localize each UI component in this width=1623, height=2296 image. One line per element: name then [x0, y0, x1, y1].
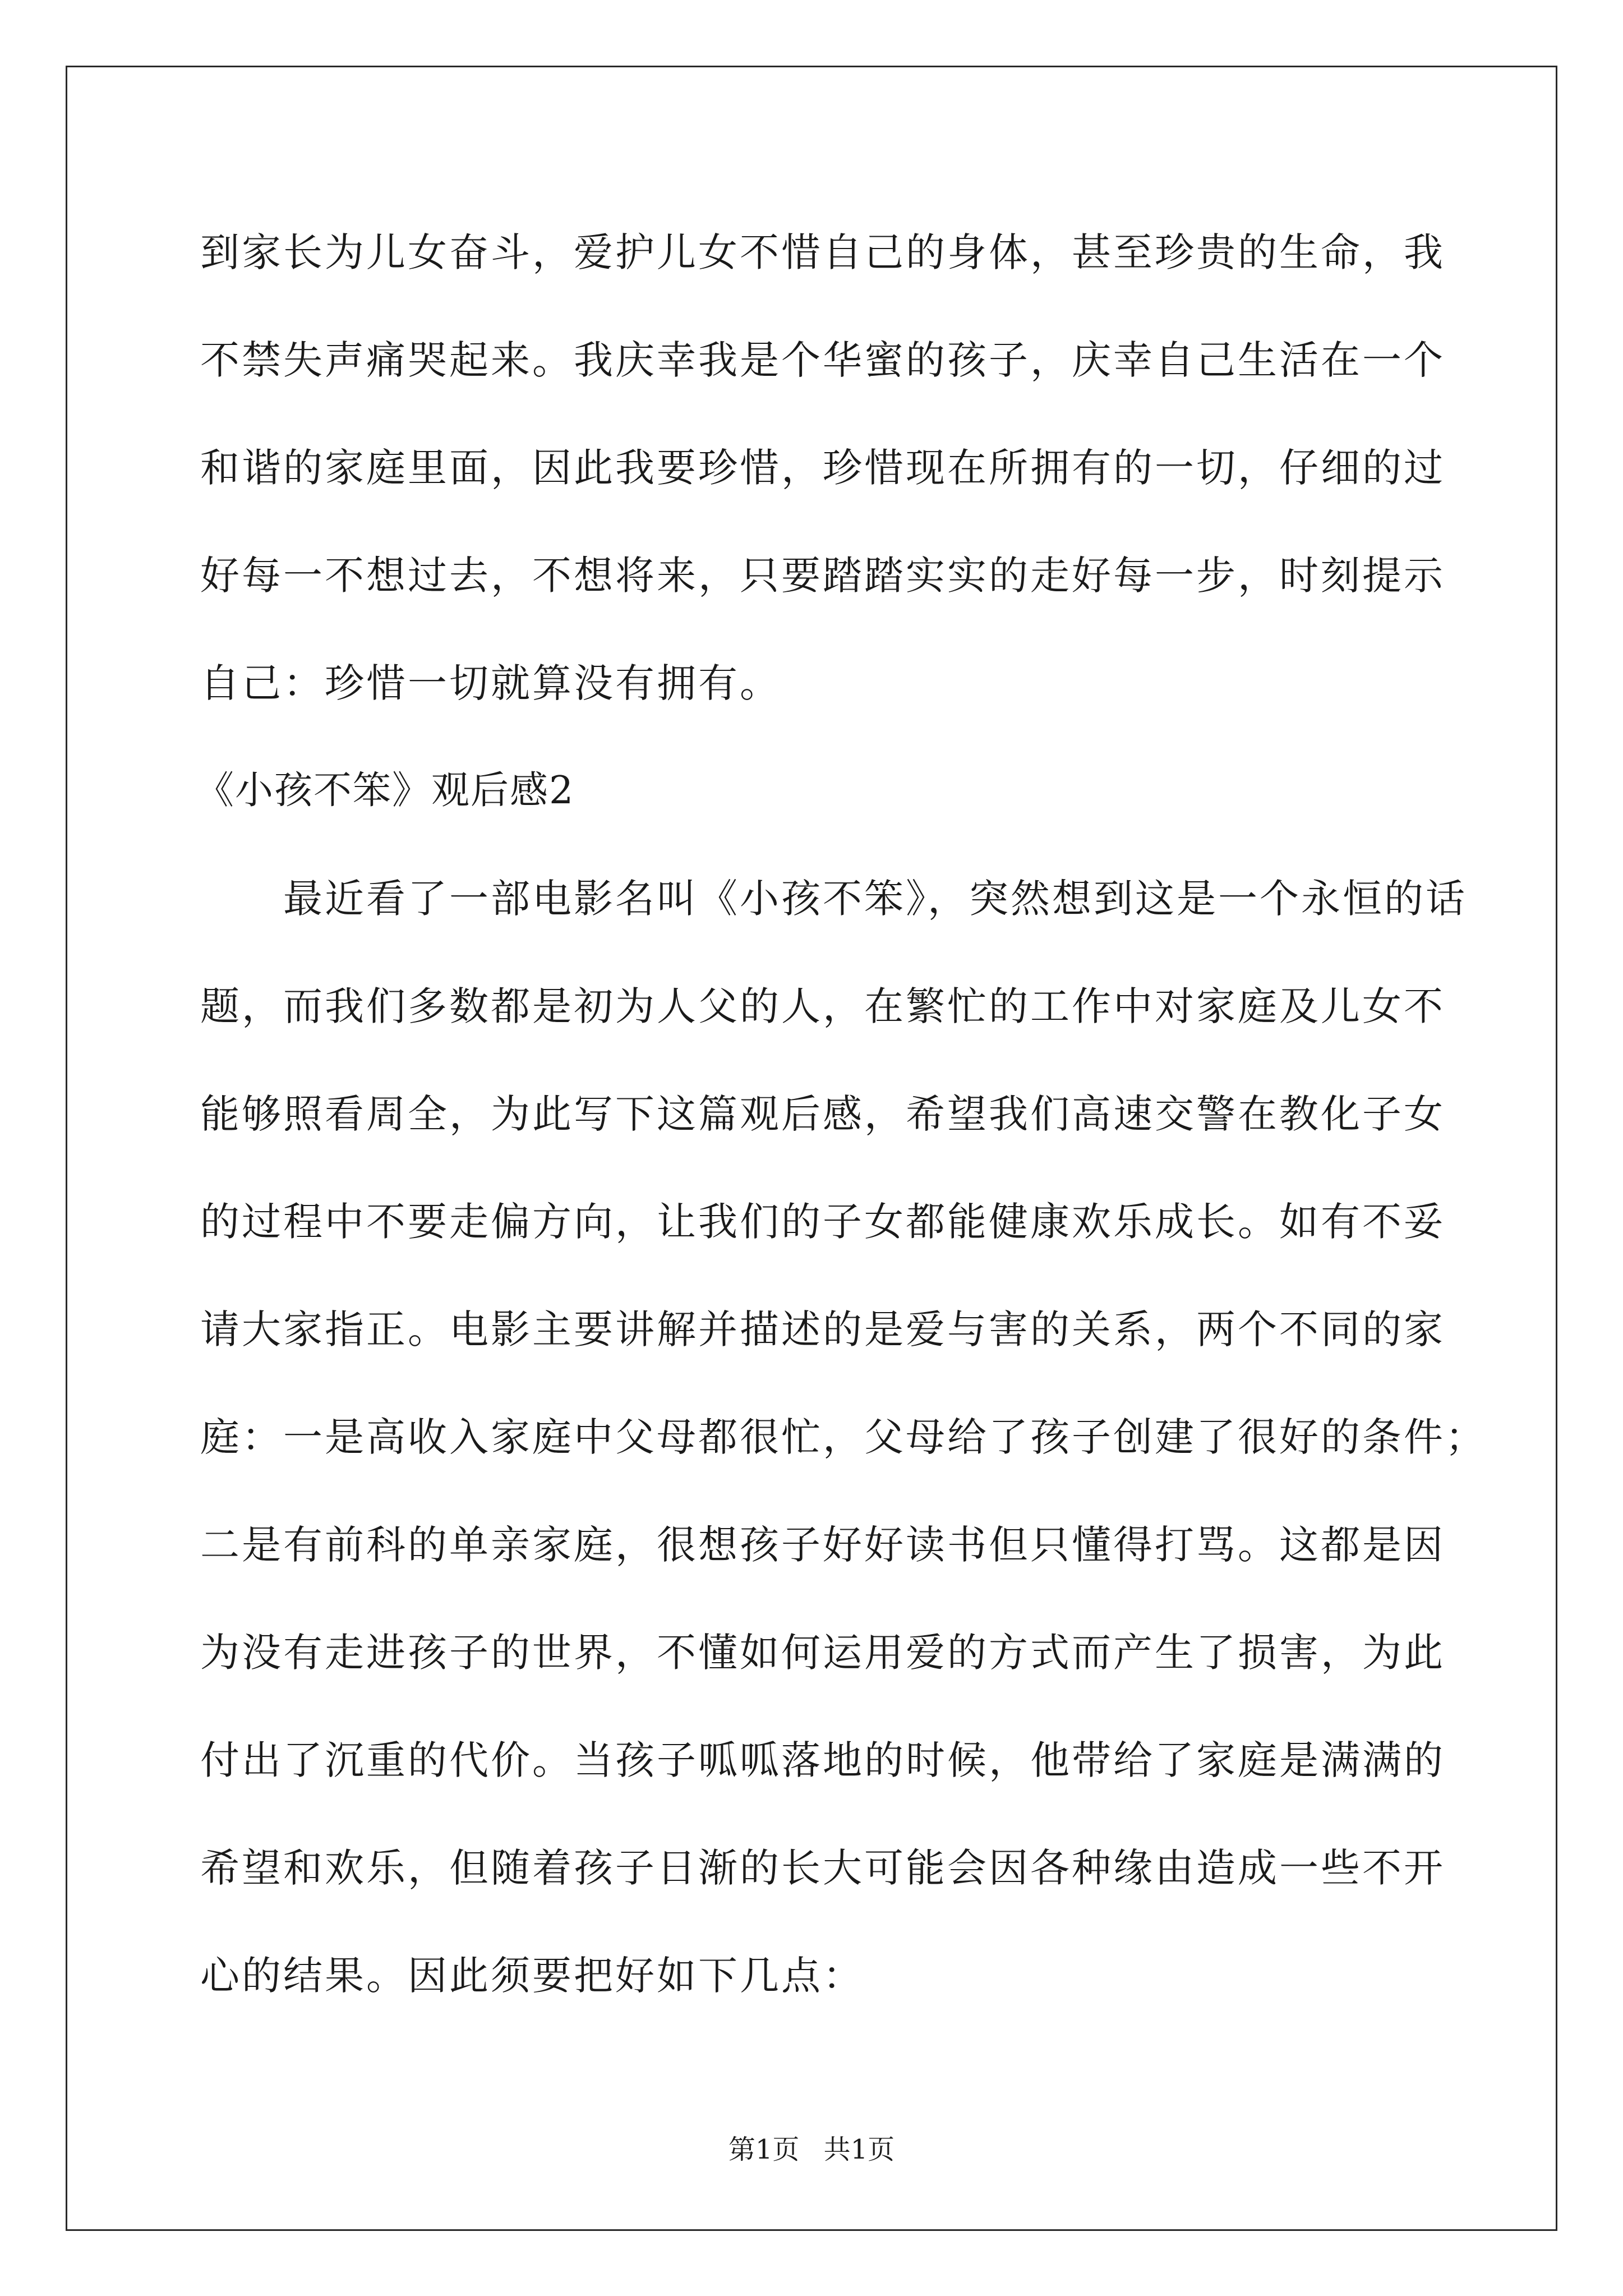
text-line: 到家长为儿女奋斗，爱护儿女不惜自己的身体，甚至珍贵的生命，我	[200, 229, 1445, 275]
page-footer	[0, 2133, 1623, 2166]
text-line: 付出了沉重的代价。当孩子呱呱落地的时候，他带给了家庭是满满的	[200, 1737, 1445, 1783]
text-line: 二是有前科的单亲家庭，很想孩子好好读书但只懂得打骂。这都是因	[200, 1522, 1445, 1568]
page-number: 第1页	[728, 2134, 800, 2165]
text-line: 自己：珍惜一切就算没有拥有。	[200, 660, 781, 706]
paragraph-first-line: 最近看了一部电影名叫《小孩不笨》，突然想到这是一个永恒的话	[283, 876, 1467, 922]
text-line: 和谐的家庭里面，因此我要珍惜，珍惜现在所拥有的一切，仔细的过	[200, 445, 1445, 491]
text-line: 能够照看周全，为此写下这篇观后感，希望我们高速交警在教化子女	[200, 1091, 1445, 1137]
total-pages: 共1页	[823, 2134, 895, 2165]
text-line: 的过程中不要走偏方向，让我们的子女都能健康欢乐成长。如有不妥	[200, 1199, 1445, 1245]
document-body	[196, 222, 1487, 2053]
section-title: 《小孩不笨》观后感2	[196, 769, 575, 813]
text-line: 希望和欢乐，但随着孩子日渐的长大可能会因各种缘由造成一些不开	[200, 1845, 1445, 1891]
text-line: 题，而我们多数都是初为人父的人，在繁忙的工作中对家庭及儿女不	[200, 983, 1445, 1029]
text-line: 请大家指正。电影主要讲解并描述的是爱与害的关系，两个不同的家	[200, 1306, 1445, 1352]
text-line: 不禁失声痛哭起来。我庆幸我是个华蜜的孩子，庆幸自己生活在一个	[200, 337, 1445, 383]
text-line: 心的结果。因此须要把好如下几点：	[200, 1953, 864, 1999]
text-line: 好每一不想过去，不想将来，只要踏踏实实的走好每一步，时刻提示	[200, 553, 1445, 599]
text-line: 为没有走进孩子的世界，不懂如何运用爱的方式而产生了损害，为此	[200, 1630, 1445, 1676]
text-line: 庭：一是高收入家庭中父母都很忙，父母给了孩子创建了很好的条件；	[200, 1414, 1487, 1460]
